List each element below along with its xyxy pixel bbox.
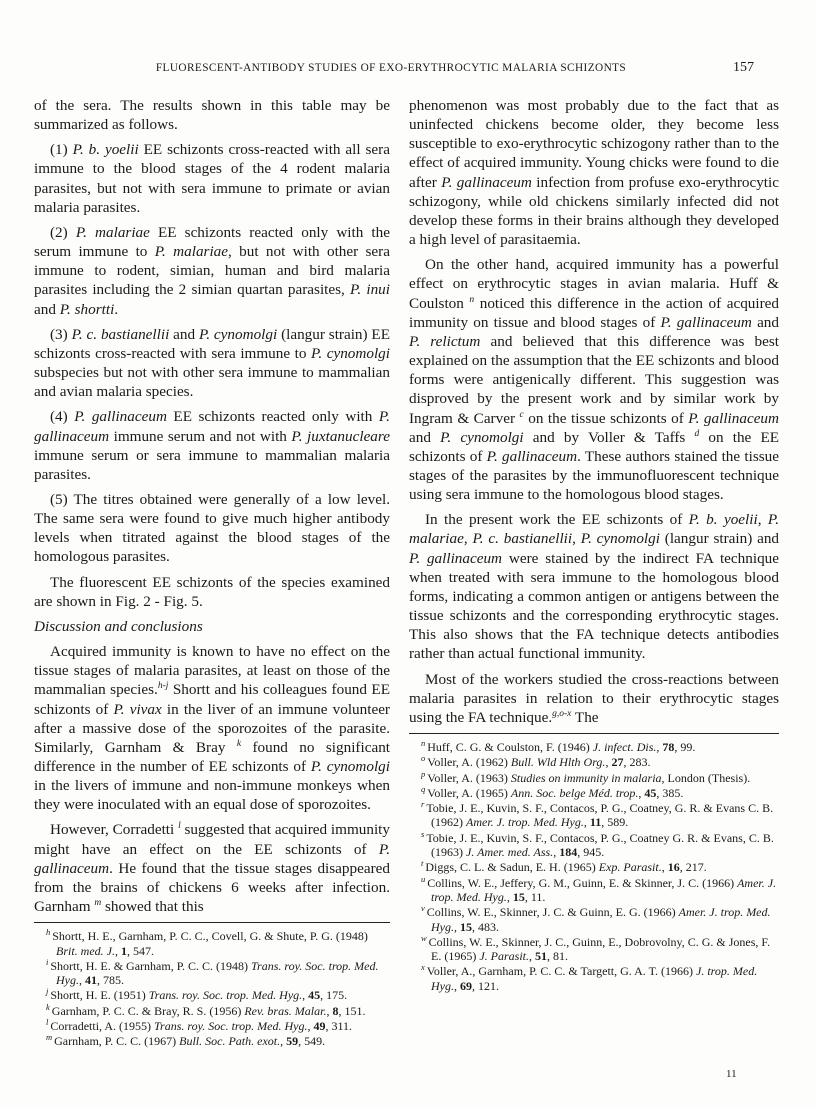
footnote-divider bbox=[409, 733, 779, 734]
citation-mark: c bbox=[519, 409, 524, 420]
right-column bbox=[409, 96, 779, 994]
paragraph: On the other hand, acquired immunity has a powerful effect on erythrocytic stages in avian malaria. Huff & Coulston $^n$ noticed this difference in the action of acquired immunity on tissue and blood stages of P. gallinaceum and P. relictum and believed that this difference was best explained on the assumption that the EE schizonts and blood forms were antigenically different. This suggestion was disproved by the present work and by similar work by Ingram & Carver $^c$ on the tissue schizonts of P. gallinaceum and P. cynomolgi and by Voller & Taffs $^d$ on the EE schizonts of P. gallinaceum. These authors stained the tissue stages of the parasites by the immunofluorescent technique using sera immune to the homologous blood stages. bbox=[409, 256, 780, 504]
running-header bbox=[64, 62, 754, 82]
footnote: $^u$ Collins, W. E., Jeffery, G. M., Guinn, E. & Skinner, J. C. (1966) Amer. J. trop. Med. Hyg., 15, 11. bbox=[421, 873, 777, 904]
footnote: $^l$ Corradetti, A. (1955) Trans. roy. Soc. trop. Med. Hyg., 49, 311. bbox=[46, 1017, 353, 1034]
paragraph: In the present work the EE schizonts of P. b. yoelii, P. malariae, P. c. bastianellii, P. cynomolgi (langur strain) and P. gallinaceum were stained by the indirect FA technique when treated with sera immune to the homologous blood forms, indicating a common antigen or antigens between the tissue schizonts and the corresponding erythrocytic stages. This also shows that the FA technique detects antibodies rather than actual functional immunity. bbox=[409, 511, 780, 663]
paragraph: The fluorescent EE schizonts of the species examined are shown in Fig. 2 - Fig. 5. bbox=[34, 573, 390, 610]
citation-mark: k bbox=[236, 738, 242, 749]
footnotes bbox=[34, 929, 390, 1048]
footnote: $^x$ Voller, A., Garnham, P. C. C. & Targett, G. A. T. (1966) J. trop. Med. Hyg., 69, 121. bbox=[421, 962, 758, 993]
paragraph: However, Corradetti $^l$ suggested that acquired immunity might have an effect on the EE schizonts of P. gallinaceum. He found that the tissue stages disappeared from the brains of chickens 6 weeks after infection. Garnham $^m$ showed that this bbox=[34, 821, 390, 916]
summary-item-1: (1) P. b. yoelii EE schizonts cross-reacted with all sera immune to the blood stages of the 4 rodent malaria parasites, but not with sera immune to primate or avian malaria parasites. bbox=[34, 141, 390, 216]
page-number: 157 bbox=[733, 60, 754, 75]
footnote: $^r$ Tobie, J. E., Kuvin, S. F., Contacos, P. G., Coatney, G. R. & Evans C. B. (1962) Amer. J. trop. Med. Hyg., 11, 589. bbox=[421, 799, 774, 830]
paragraph: phenomenon was most probably due to the fact that as uninfected chickens become older, they become less susceptible to exo-erythrocytic schizogony rather than to the effect of acquired immunity. Young chicks were found to die after P. gallinaceum infection from profuse exo-erythrocytic schizogony, while old chickens similarly infected did not develop these forms in their brains although they developed a high level of parasitaemia. bbox=[409, 97, 779, 249]
footnote-divider bbox=[34, 922, 390, 923]
citation-mark: h-j bbox=[157, 681, 169, 692]
section-heading: Discussion and conclusions bbox=[34, 617, 203, 635]
signature-mark: 11 bbox=[726, 1068, 737, 1080]
footnote: $^k$ Garnham, P. C. C. & Bray, R. S. (1956) Rev. bras. Malar., 8, 151. bbox=[46, 1001, 366, 1018]
summary-item-3: (3) P. c. bastianellii and P. cynomolgi (langur strain) EE schizonts cross-reacted with sera immune to P. cynomolgi subspecies but not with other sera immune to mammalian and avian malaria species. bbox=[34, 325, 390, 401]
summary-item-5: (5) The titres obtained were generally of a low level. The same sera were found to give much higher antibody levels when titrated against the blood stages of the homologous parasites. bbox=[34, 490, 390, 566]
summary-item-4: (4) P. gallinaceum EE schizonts reacted only with P. gallinaceum immune serum and not with P. juxtanucleare immune serum or sera immune to mammalian malaria parasites. bbox=[34, 408, 390, 483]
citation-mark: d bbox=[694, 428, 700, 439]
footnote: $^o$ Voller, A. (1962) Bull. Wld Hlth Org., 27, 283. bbox=[421, 753, 651, 770]
paragraph: of the sera. The results shown in this table may be summarized as follows. bbox=[34, 97, 390, 134]
footnote: $^h$ Shortt, H. E., Garnham, P. C. C., Covell, G. & Shute, P. G. (1948) Brit. med. J., 1, 547. bbox=[46, 927, 368, 958]
footnote: $^p$ Voller, A. (1963) Studies on immunity in malaria, London (Thesis). bbox=[421, 768, 751, 785]
citation-mark: m bbox=[94, 898, 102, 909]
footnote: $^w$ Collins, W. E., Skinner, J. C., Guinn, E., Dobrovolny, C. G. & Jones, F. E. (1965) J. Parasit., 51, 81. bbox=[421, 932, 771, 964]
paragraph: Acquired immunity is known to have no effect on the tissue stages of malaria parasites, at least on those of the mammalian species.$^{h-j}$ Shortt and his colleagues found EE schizonts of P. vivax in the liver of an immune volunteer after a massive dose of the sporozoites of the parasite. Similarly, Garnham & Bray $^k$ found no significant difference in the number of EE schizonts of P. cynomolgi in the livers of immune and non-immune monkeys when they were inoculated with an equal dose of sporozoites. bbox=[34, 643, 391, 814]
citation-mark: l bbox=[178, 821, 181, 832]
summary-item-2: (2) P. malariae EE schizonts reacted only with the serum immune to P. malariae, but not with other sera immune to rodent, simian, human and bird malaria parasites including the 2 simian quartan parasites, P. inui and P. shortti. bbox=[34, 223, 390, 318]
footnote: $^j$ Shortt, H. E. (1951) Trans. roy. Soc. trop. Med. Hyg., 45, 175. bbox=[46, 986, 348, 1003]
footnote: $^s$ Tobie, J. E., Kuvin, S. F., Contacos, P. G., Coatney G. R. & Evans, C. B. (1963) J. Amer. med. Ass., 184, 945. bbox=[421, 828, 774, 860]
left-column bbox=[34, 96, 390, 1050]
footnote: $^i$ Shortt, H. E. & Garnham, P. C. C. (1948) Trans. roy. Soc. trop. Med. Hyg., 41, 785. bbox=[46, 956, 379, 988]
footnotes bbox=[409, 740, 779, 993]
footnote: $^n$ Huff, C. G. & Coulston, F. (1946) J. infect. Dis., 78, 99. bbox=[421, 738, 696, 754]
footnote: $^q$ Voller, A. (1965) Ann. Soc. belge Méd. trop., 45, 385. bbox=[421, 783, 684, 800]
running-title: FLUORESCENT-ANTIBODY STUDIES OF EXO-ERYTHROCYTIC MALARIA SCHIZONTS bbox=[155, 62, 627, 74]
footnote: $^v$ Collins, W. E., Skinner, J. C. & Guinn, E. G. (1966) Amer. J. trop. Med. Hyg., 15, 483. bbox=[421, 903, 771, 934]
footnote: $^m$ Garnham, P. C. C. (1967) Bull. Soc. Path. exot., 59, 549. bbox=[46, 1032, 326, 1049]
footnote: $^t$ Diggs, C. L. & Sadun, E. H. (1965) Exp. Parasit., 16, 217. bbox=[421, 858, 707, 875]
paragraph: Most of the workers studied the cross-reactions between malaria parasites in relation to their erythrocytic stages using the FA technique.$^{g,o-x}$ The bbox=[409, 670, 779, 726]
citation-mark: n bbox=[469, 294, 475, 305]
citation-mark: g,o-x bbox=[552, 708, 572, 719]
